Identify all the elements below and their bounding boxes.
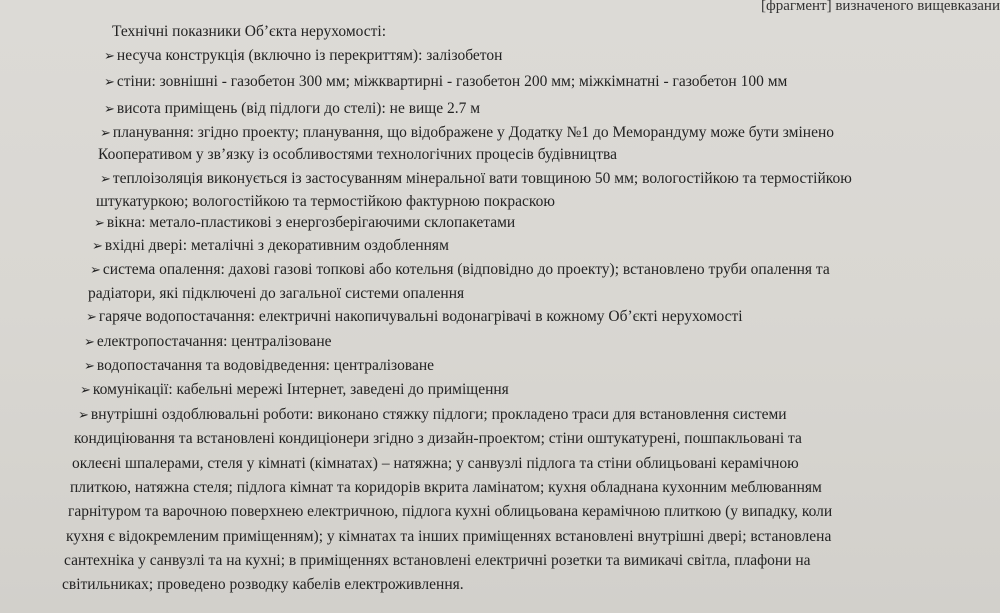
arrow-bullet-icon: ➢ bbox=[78, 408, 89, 423]
bullet-text: водопостачання та водовідведення: централізоване bbox=[96, 357, 435, 374]
bullet-item bbox=[104, 47, 502, 66]
continuation-line: сантехніка у санвузлі та на кухні; в приміщеннях встановлені електричні розетки та вимикачі світла, плафони на bbox=[64, 552, 811, 569]
bullet-text: планування: згідно проекту; планування, що відображене у Додатку №1 до Меморандуму може бути змінено bbox=[112, 124, 834, 141]
arrow-bullet-icon: ➢ bbox=[80, 383, 91, 398]
arrow-bullet-icon: ➢ bbox=[90, 263, 101, 278]
bullet-text: висота приміщень (від підлоги до стелі): не вище 2.7 м bbox=[116, 100, 481, 117]
heading: Технічні показники Об’єкта нерухомості: bbox=[112, 23, 387, 40]
bullet-item bbox=[104, 73, 787, 92]
bullet-item bbox=[80, 381, 509, 400]
arrow-bullet-icon: ➢ bbox=[92, 239, 103, 254]
continuation-line: світильниках; проведено розводку кабелів електроживлення. bbox=[62, 576, 464, 593]
bullet-item bbox=[100, 170, 852, 189]
arrow-bullet-icon: ➢ bbox=[104, 75, 115, 90]
bullet-text: комунікації: кабельні мережі Інтернет, заведені до приміщення bbox=[92, 381, 509, 398]
continuation-line: оклеєні шпалерами, стеля у кімнаті (кімнатах) – натяжна; у санвузлі підлога та стіни облицьовані керамічною bbox=[72, 455, 799, 472]
continuation-line: кондиціювання та встановлені кондиціонери згідно з дизайн-проектом; стіни оштукатурені, пошпакльовані та bbox=[74, 430, 802, 447]
bullet-item bbox=[104, 100, 480, 119]
bullet-text: несуча конструкція (включно із перекриттям): залізобетон bbox=[116, 47, 503, 64]
continuation-line: штукатуркою; вологостійкою та термостійкою фактурною покраскою bbox=[96, 193, 555, 210]
continuation-line: плиткою, натяжна стеля; підлога кімнат та коридорів вкрита ламінатом; кухня обладнана кухонним меблюванням bbox=[70, 479, 822, 496]
bullet-text: вікна: метало-пластикові з енергозберігаючими склопакетами bbox=[106, 214, 516, 231]
continuation-line: радіатори, які підключені до загальної системи опалення bbox=[88, 285, 465, 302]
continuation-line: кухня є відокремленим приміщенням); у кімнатах та інших приміщеннях встановлені внутрішні двері; встановлена bbox=[66, 528, 832, 545]
bullet-item bbox=[84, 333, 332, 352]
bullet-item bbox=[92, 237, 449, 256]
bullet-text: теплоізоляція виконується із застосуванням мінеральної вати товщиною 50 мм; вологостійкою та термостійкою bbox=[112, 170, 852, 187]
bullet-item bbox=[78, 406, 787, 425]
arrow-bullet-icon: ➢ bbox=[100, 126, 111, 141]
arrow-bullet-icon: ➢ bbox=[104, 102, 115, 117]
bullet-text: вхідні двері: металічні з декоративним оздобленням bbox=[104, 237, 449, 254]
bullet-text: внутрішні оздоблювальні роботи: виконано стяжку підлоги; прокладено траси для встановлення системи bbox=[90, 406, 787, 423]
bullet-item bbox=[94, 214, 515, 233]
arrow-bullet-icon: ➢ bbox=[104, 49, 115, 64]
bullet-text: гаряче водопостачання: електричні накопичувальні водонагрівачі в кожному Об’єкті нерухомості bbox=[98, 308, 743, 325]
arrow-bullet-icon: ➢ bbox=[84, 359, 95, 374]
bullet-text: електропостачання: централізоване bbox=[96, 333, 332, 350]
bullet-item bbox=[86, 308, 743, 327]
bullet-item bbox=[84, 357, 434, 376]
continuation-line: гарнітуром та варочною поверхнею електричною, підлога кухні облицьована керамічною плиткою (у випадку, коли bbox=[68, 503, 833, 520]
arrow-bullet-icon: ➢ bbox=[84, 335, 95, 350]
arrow-bullet-icon: ➢ bbox=[94, 216, 105, 231]
bullet-text: стіни: зовнішні - газобетон 300 мм; міжквартирні - газобетон 200 мм; міжкімнатні - газобетон 100 мм bbox=[116, 73, 788, 90]
continuation-line: Кооперативом у зв’язку із особливостями технологічних процесів будівництва bbox=[98, 146, 617, 163]
bullet-item bbox=[100, 124, 834, 143]
bullet-item bbox=[90, 261, 830, 280]
bullet-text: система опалення: дахові газові топкові або котельня (відповідно до проекту); встановлено труби опалення та bbox=[102, 261, 830, 278]
header-fragment: [фрагмент] визначеного вищевказани bbox=[761, 0, 1000, 14]
arrow-bullet-icon: ➢ bbox=[86, 310, 97, 325]
arrow-bullet-icon: ➢ bbox=[100, 172, 111, 187]
